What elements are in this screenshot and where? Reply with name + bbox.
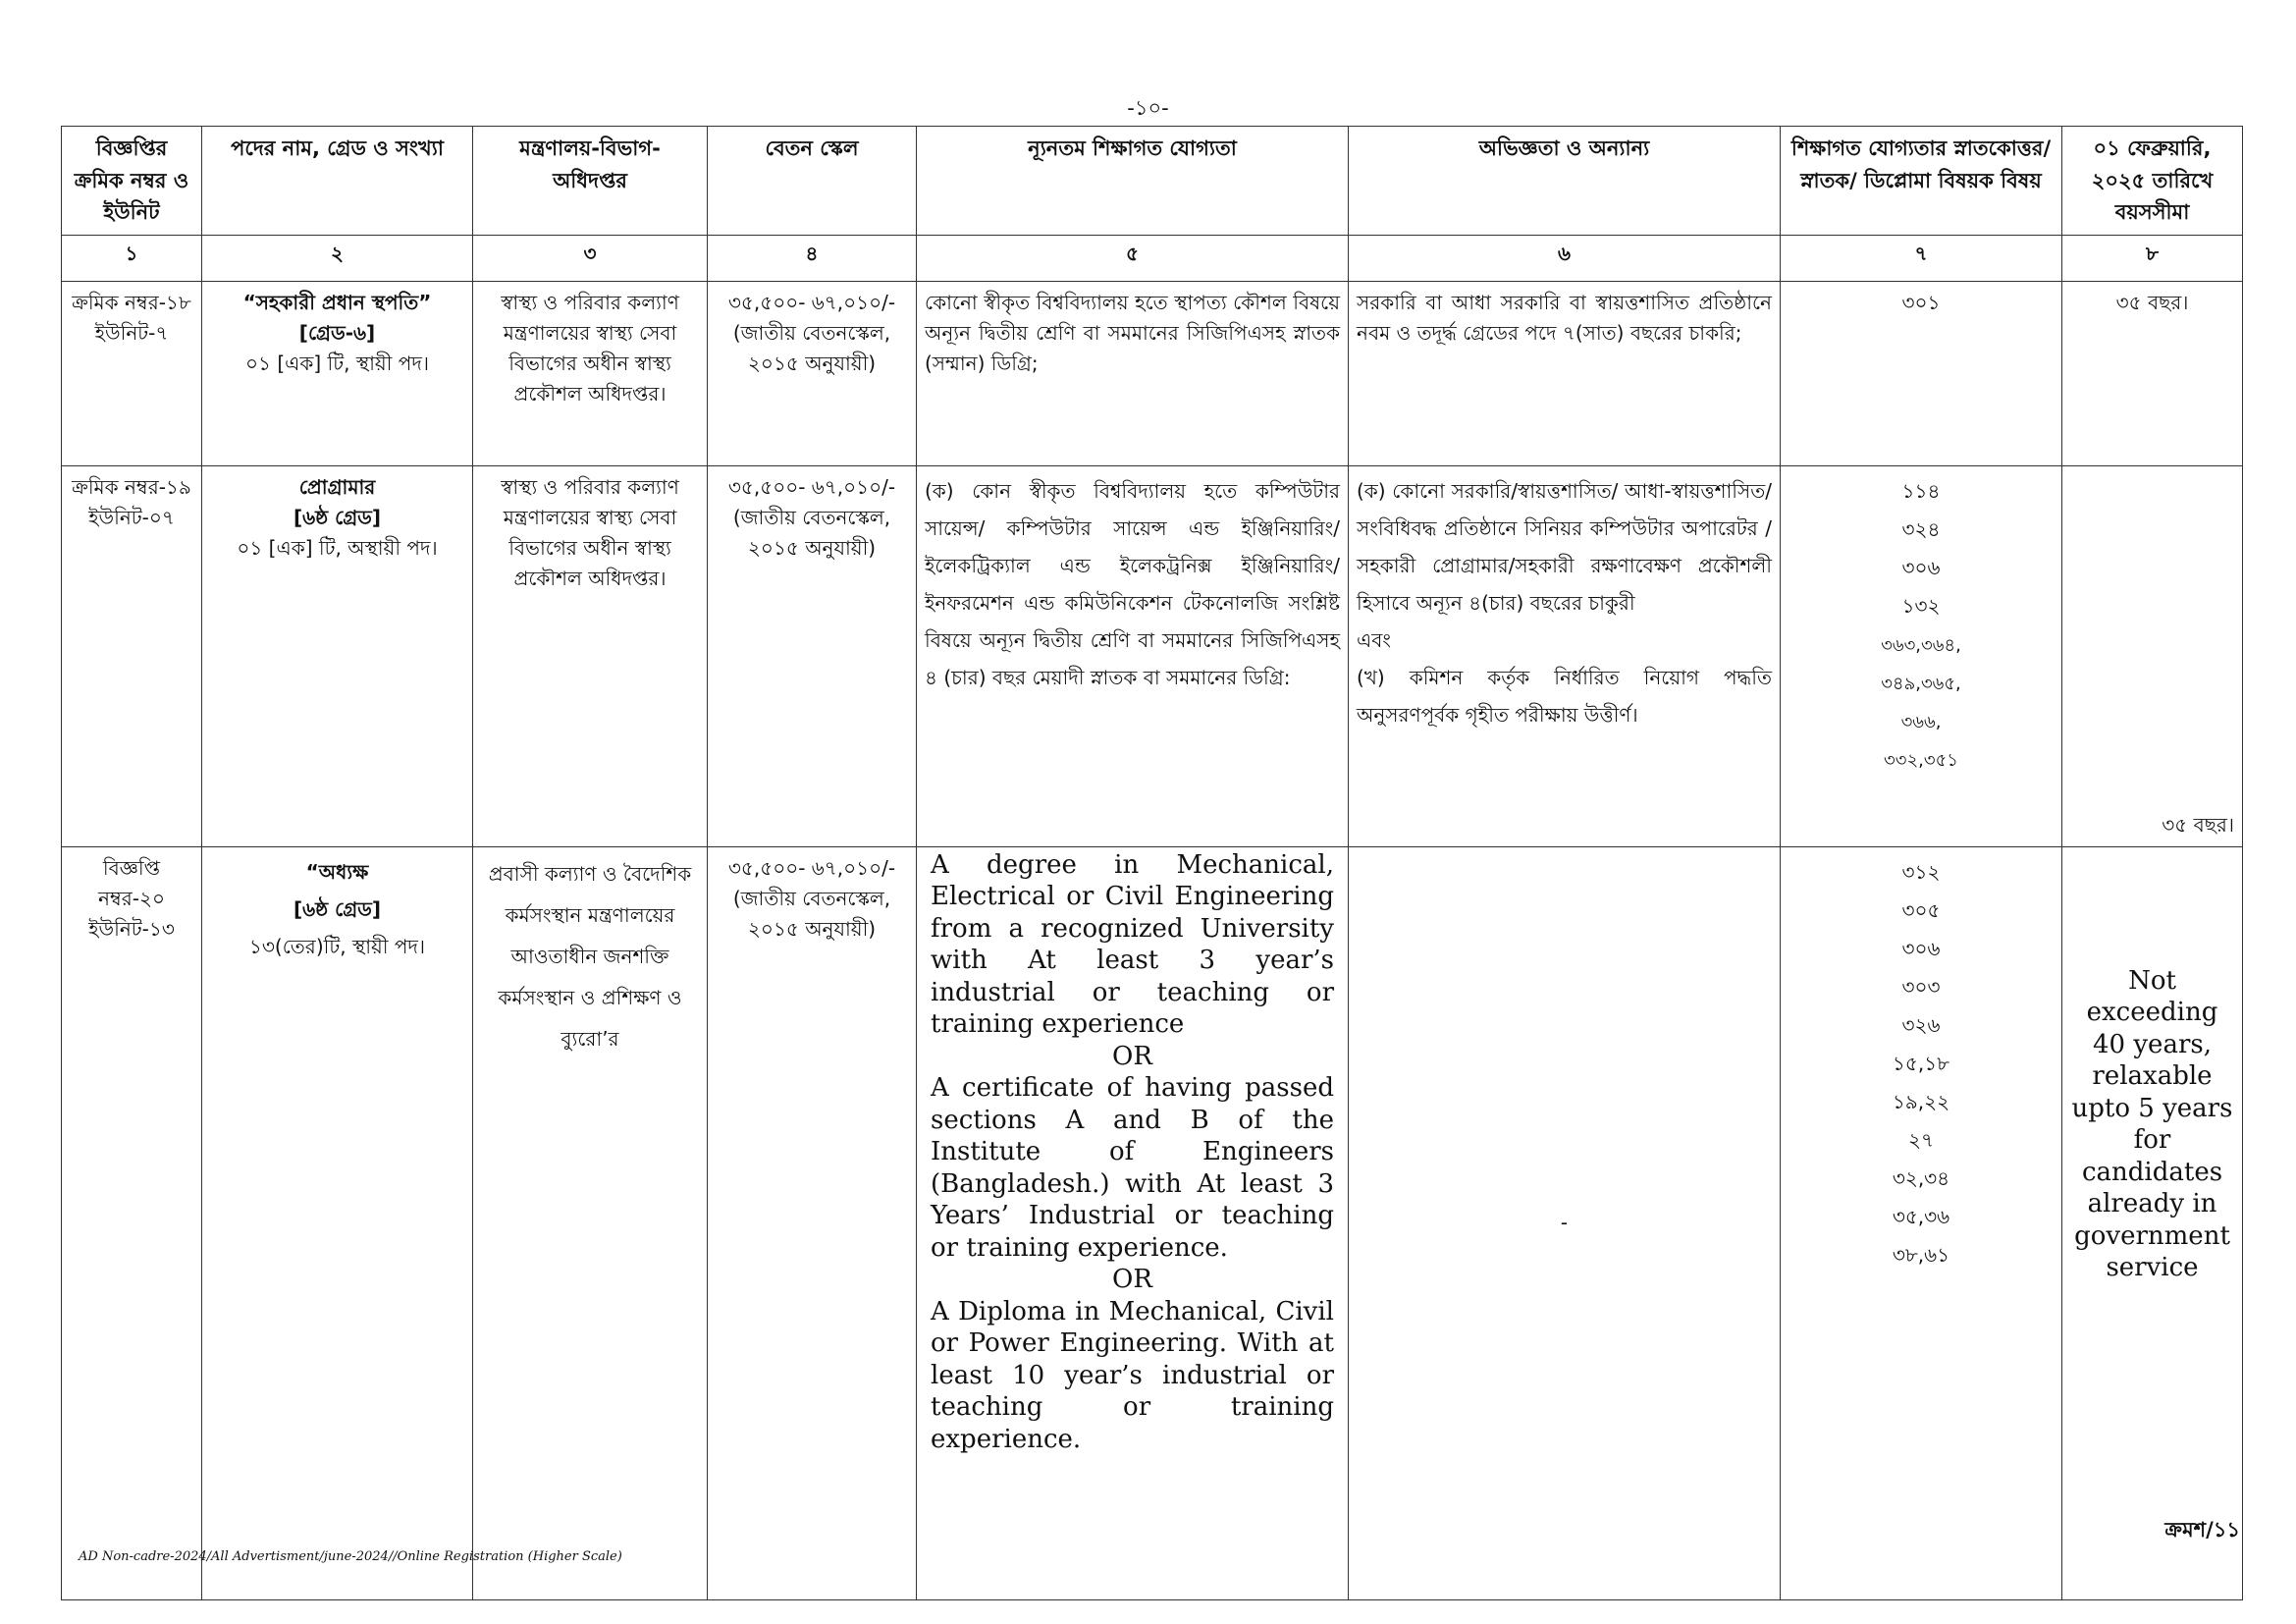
qualification-option: A degree in Mechanical, Electrical or Civil Engineering from a recognized University with At least 3 year’s industrial or teaching or training experience (931, 849, 1334, 1040)
column-number: ৩ (473, 235, 708, 281)
serial-cell: বিজ্ঞপ্তি নম্বর-২০ ইউনিট-১৩ (62, 846, 202, 1599)
subject-code: ৩২,৩৪ (1892, 1165, 1950, 1190)
experience-b: (খ) কমিশন কর্তৃক নির্ধারিত নিয়োগ পদ্ধতি অনুসরণপূর্বক গৃহীত পরীক্ষায় উত্তীর্ণ। (1357, 665, 1772, 727)
subject-code: ১৫,১৮ (1892, 1051, 1950, 1075)
serial-cell: ক্রমিক নম্বর-১৮ ইউনিট-৭ (62, 281, 202, 465)
post-count: ১৩(তের)টি, স্থায়ী পদ। (248, 934, 426, 958)
subject-code: ৩০১ (1901, 290, 1941, 314)
header-row (62, 127, 2243, 236)
header-ministry: মন্ত্রণালয়-বিভাগ- অধিদপ্তর (473, 127, 708, 236)
column-number: ৫ (917, 235, 1349, 281)
subject-code: ৩০৬ (1901, 936, 1941, 960)
pay-scale-cell: ৩৫,৫০০- ৬৭,০১০/- (জাতীয় বেতনস্কেল, ২০১৫ অনুযায়ী) (708, 465, 917, 846)
continued-marker: ক্রমশ/১১ (2164, 1518, 2240, 1542)
column-number: ১ (62, 235, 202, 281)
subject-code: ৩১২ (1901, 859, 1941, 884)
subject-code: ৩৩২,৩৫১ (1884, 749, 1958, 771)
ministry-cell: স্বাস্থ্য ও পরিবার কল্যাণ মন্ত্রণালয়ের স্বাস্থ্য সেবা বিভাগের অধীন স্বাস্থ্য প্রকৌশল অধিদপ্তর। (473, 465, 708, 846)
post-grade: [৬ষ্ঠ গ্রেড] (293, 896, 382, 921)
subject-code: ৩৫,৩৬ (1892, 1204, 1950, 1228)
column-number: ৭ (1781, 235, 2062, 281)
document-reference: AD Non-cadre-2024/All Advertisment/june-2024//Online Registration (Higher Scale) (79, 1549, 622, 1564)
subject-code: ২৭ (1907, 1127, 1934, 1152)
ministry-cell: প্রবাসী কল্যাণ ও বৈদেশিক কর্মসংস্থান মন্ত্রণালয়ের আওতাধীন জনশক্তি কর্মসংস্থান ও প্রশিক্ষণ ও ব্যুরো’র (473, 846, 708, 1599)
column-number: ৮ (2062, 235, 2243, 281)
post-grade: [৬ষ্ঠ গ্রেড] (293, 505, 382, 529)
experience-cell: সরকারি বা আধা সরকারি বা স্বায়ত্তশাসিত প্রতিষ্ঠানে নবম ও তদূর্দ্ধ গ্রেডের পদে ৭(সাত) বছরের চাকরি; (1349, 281, 1781, 465)
post-cell (202, 465, 473, 846)
header-pay-scale: বেতন স্কেল (708, 127, 917, 236)
post-count: ০১ [এক] টি, স্থায়ী পদ। (245, 351, 429, 375)
subject-code: ৩২৬ (1901, 1012, 1941, 1037)
subject-code: ৩৮,৬১ (1892, 1242, 1950, 1267)
column-number: ২ (202, 235, 473, 281)
qualification-option: A Diploma in Mechanical, Civil or Power Engineering. With at least 10 year’s industrial or teaching or training experience. (931, 1296, 1334, 1454)
table-row (62, 281, 2243, 465)
subject-code: ৩৬৬, (1900, 711, 1942, 732)
job-circular-table (61, 126, 2243, 1600)
post-grade: [গ্রেড-৬] (298, 320, 376, 345)
subject-code: ৩৬৩,৩৬৪, (1881, 634, 1961, 656)
subject-code: ১১৪ (1901, 478, 1941, 503)
post-count: ০১ [এক] টি, অস্থায়ী পদ। (237, 535, 438, 560)
serial-cell: ক্রমিক নম্বর-১৯ ইউনিট-০৭ (62, 465, 202, 846)
subject-code: ১৩২ (1901, 593, 1941, 618)
subjects-cell (1781, 281, 2062, 465)
pay-scale-cell: ৩৫,৫০০- ৬৭,০১০/- (জাতীয় বেতনস্কেল, ২০১৫ অনুযায়ী) (708, 281, 917, 465)
age-limit-cell: Not exceeding 40 years, relaxable upto 5 years for candidates already in government service (2062, 846, 2243, 1599)
subject-code: ১৯,২২ (1892, 1089, 1950, 1113)
header-serial: বিজ্ঞপ্তির ক্রমিক নম্বর ও ইউনিট (62, 127, 202, 236)
table-row (62, 465, 2243, 846)
column-number: ৪ (708, 235, 917, 281)
header-post: পদের নাম, গ্রেড ও সংখ্যা (202, 127, 473, 236)
or-separator: OR (1112, 1041, 1152, 1071)
subjects-cell (1781, 465, 2062, 846)
subject-code: ৩০৫ (1901, 897, 1941, 922)
subject-code: ৩২৪ (1901, 516, 1941, 541)
post-title: “অধ্যক্ষ (305, 859, 369, 884)
experience-a: (ক) কোনো সরকারি/স্বায়ত্তশাসিত/ আধা-স্বায়ত্তশাসিত/সংবিধিবদ্ধ প্রতিষ্ঠানে সিনিয়র কম্পিউটার অপারেটর /সহকারী প্রোগ্রামার/সহকারী রক্ষণাবেক্ষণ প্রকৌশলী হিসাবে অন্যূন ৪(চার) বছরের চাকুরী (1357, 478, 1772, 615)
qualification-cell: (ক) কোন স্বীকৃত বিশ্ববিদ্যালয় হতে কম্পিউটার সায়েন্স/ কম্পিউটার সায়েন্স এন্ড ইঞ্জিনিয়ারিং/ ইলেকট্রিক্যাল এন্ড ইলেকট্রনিক্স ইঞ্জিনিয়ারিং/ইনফরমেশন এন্ড কমিউনিকেশন টেকনোলজি সংশ্লিষ্ট বিষয়ে অন্যূন দ্বিতীয় শ্রেণি বা সমমানের সিজিপিএসহ ৪ (চার) বছর মেয়াদী স্নাতক বা সমমানের ডিগ্রি: (917, 465, 1349, 846)
qualification-option: A certificate of having passed sections A and B of the Institute of Engineers (Bangladesh.) with At least 3 Years’ Industrial or teaching or training experience. (931, 1073, 1334, 1263)
table-row (62, 846, 2243, 1599)
age-limit-cell (2062, 465, 2243, 846)
header-experience: অভিজ্ঞতা ও অন্যান্য (1349, 127, 1781, 236)
post-cell (202, 281, 473, 465)
qualification-cell (917, 846, 1349, 1599)
age-limit-cell: ৩৫ বছর। (2062, 281, 2243, 465)
column-number-row (62, 235, 2243, 281)
subject-code: ৩৪৯,৩৬৫, (1881, 673, 1961, 694)
subject-code: ৩০৩ (1901, 974, 1941, 999)
post-cell (202, 846, 473, 1599)
header-subjects: শিক্ষাগত যোগ্যতার স্নাতকোত্তর/স্নাতক/ ডিপ্লোমা বিষয়ক বিষয় (1781, 127, 2062, 236)
column-number: ৬ (1349, 235, 1781, 281)
or-separator: OR (1112, 1265, 1152, 1295)
experience-and: এবং (1357, 627, 1391, 652)
subjects-cell (1781, 846, 2062, 1599)
post-title: প্রোগ্রামার (298, 474, 376, 499)
age-limit: ৩৫ বছর। (2162, 812, 2234, 837)
header-qualification: ন্যূনতম শিক্ষাগত যোগ্যতা (917, 127, 1349, 236)
header-age-limit: ০১ ফেব্রুয়ারি, ২০২৫ তারিখে বয়সসীমা (2062, 127, 2243, 236)
post-title: “সহকারী প্রধান স্থপতি” (242, 290, 432, 314)
qualification-cell: কোনো স্বীকৃত বিশ্ববিদ্যালয় হতে স্থাপত্য কৌশল বিষয়ে অন্যূন দ্বিতীয় শ্রেণি বা সমমানের সিজিপিএসহ স্নাতক (সম্মান) ডিগ্রি; (917, 281, 1349, 465)
subject-code: ৩০৬ (1901, 555, 1941, 579)
experience-cell (1349, 465, 1781, 846)
page-number: -১০- (1127, 96, 1169, 120)
pay-scale-cell: ৩৫,৫০০- ৬৭,০১০/- (জাতীয় বেতনস্কেল, ২০১৫ অনুযায়ী) (708, 846, 917, 1599)
experience-cell: - (1349, 846, 1781, 1599)
ministry-cell: স্বাস্থ্য ও পরিবার কল্যাণ মন্ত্রণালয়ের স্বাস্থ্য সেবা বিভাগের অধীন স্বাস্থ্য প্রকৌশল অধিদপ্তর। (473, 281, 708, 465)
